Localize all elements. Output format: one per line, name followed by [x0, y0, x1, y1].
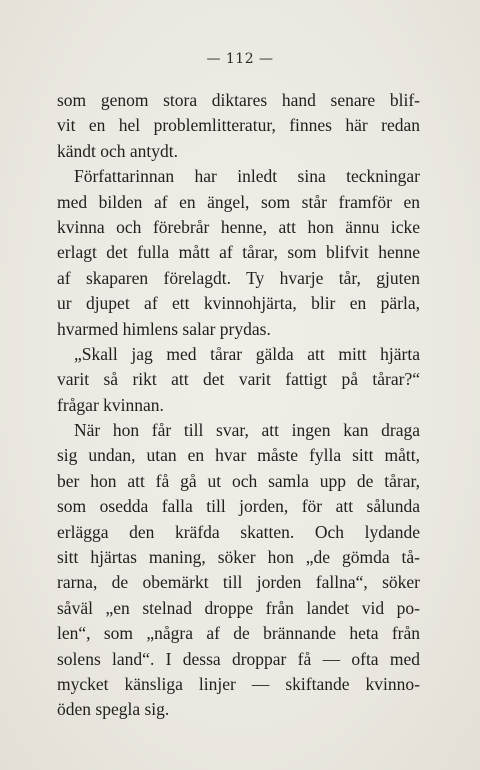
text-line: kändt och antydt.	[57, 140, 179, 161]
text-line: „Skall jag med tårar gälda att mitt hjärta	[74, 343, 420, 364]
paragraph	[57, 418, 420, 723]
paragraph	[57, 88, 420, 164]
text-line: len“, som „några af de brännande heta från	[57, 623, 420, 644]
text-line: frågar kvinnan.	[57, 394, 164, 415]
page-number: — 112 —	[206, 51, 274, 67]
text-line: öden spegla sig.	[57, 699, 170, 720]
text-line: sitt hjärtas maning, söker hon „de gömda tå-	[57, 547, 420, 568]
text-line: kvinna och förebrår henne, att hon ännu icke	[57, 216, 420, 237]
text-line: erlägga den kräfda skatten. Och lydande	[57, 521, 420, 542]
text-line: vit en hel problemlitteratur, finnes här redan	[57, 115, 420, 136]
body-text	[57, 88, 420, 723]
text-line: af skaparen förelagdt. Ty hvarje tår, gjuten	[57, 267, 420, 288]
text-line: som genom stora diktares hand senare blif-	[57, 90, 420, 110]
text-line: rarna, de obemärkt till jorden fallna“, söker	[57, 572, 420, 593]
text-line: solens land“. I dessa droppar få — ofta med	[57, 648, 420, 669]
paragraph	[57, 342, 420, 418]
text-line: ur djupet af ett kvinnohjärta, blir en pärla,	[57, 293, 420, 314]
text-line: sig undan, utan en hvar måste fylla sitt mått,	[57, 445, 420, 466]
text-line: När hon får till svar, att ingen kan draga	[74, 420, 420, 441]
text-line: hvarmed himlens salar prydas.	[57, 318, 271, 339]
text-line: som osedda falla till jorden, för att sålunda	[57, 496, 420, 517]
text-line: med bilden af en ängel, som står framför en	[57, 191, 420, 212]
text-line: varit så rikt att det varit fattigt på tårar?“	[57, 369, 420, 390]
text-line: Författarinnan har inledt sina teckningar	[74, 166, 420, 187]
text-line: ber hon att få gå ut och samla upp de tårar,	[57, 470, 420, 491]
paragraph	[57, 164, 420, 342]
text-line: såväl „en stelnad droppe från landet vid po-	[57, 597, 420, 618]
text-line: erlagt det fulla mått af tårar, som blifvit henne	[57, 242, 420, 263]
text-line: mycket känsliga linjer — skiftande kvinno-	[57, 673, 420, 694]
